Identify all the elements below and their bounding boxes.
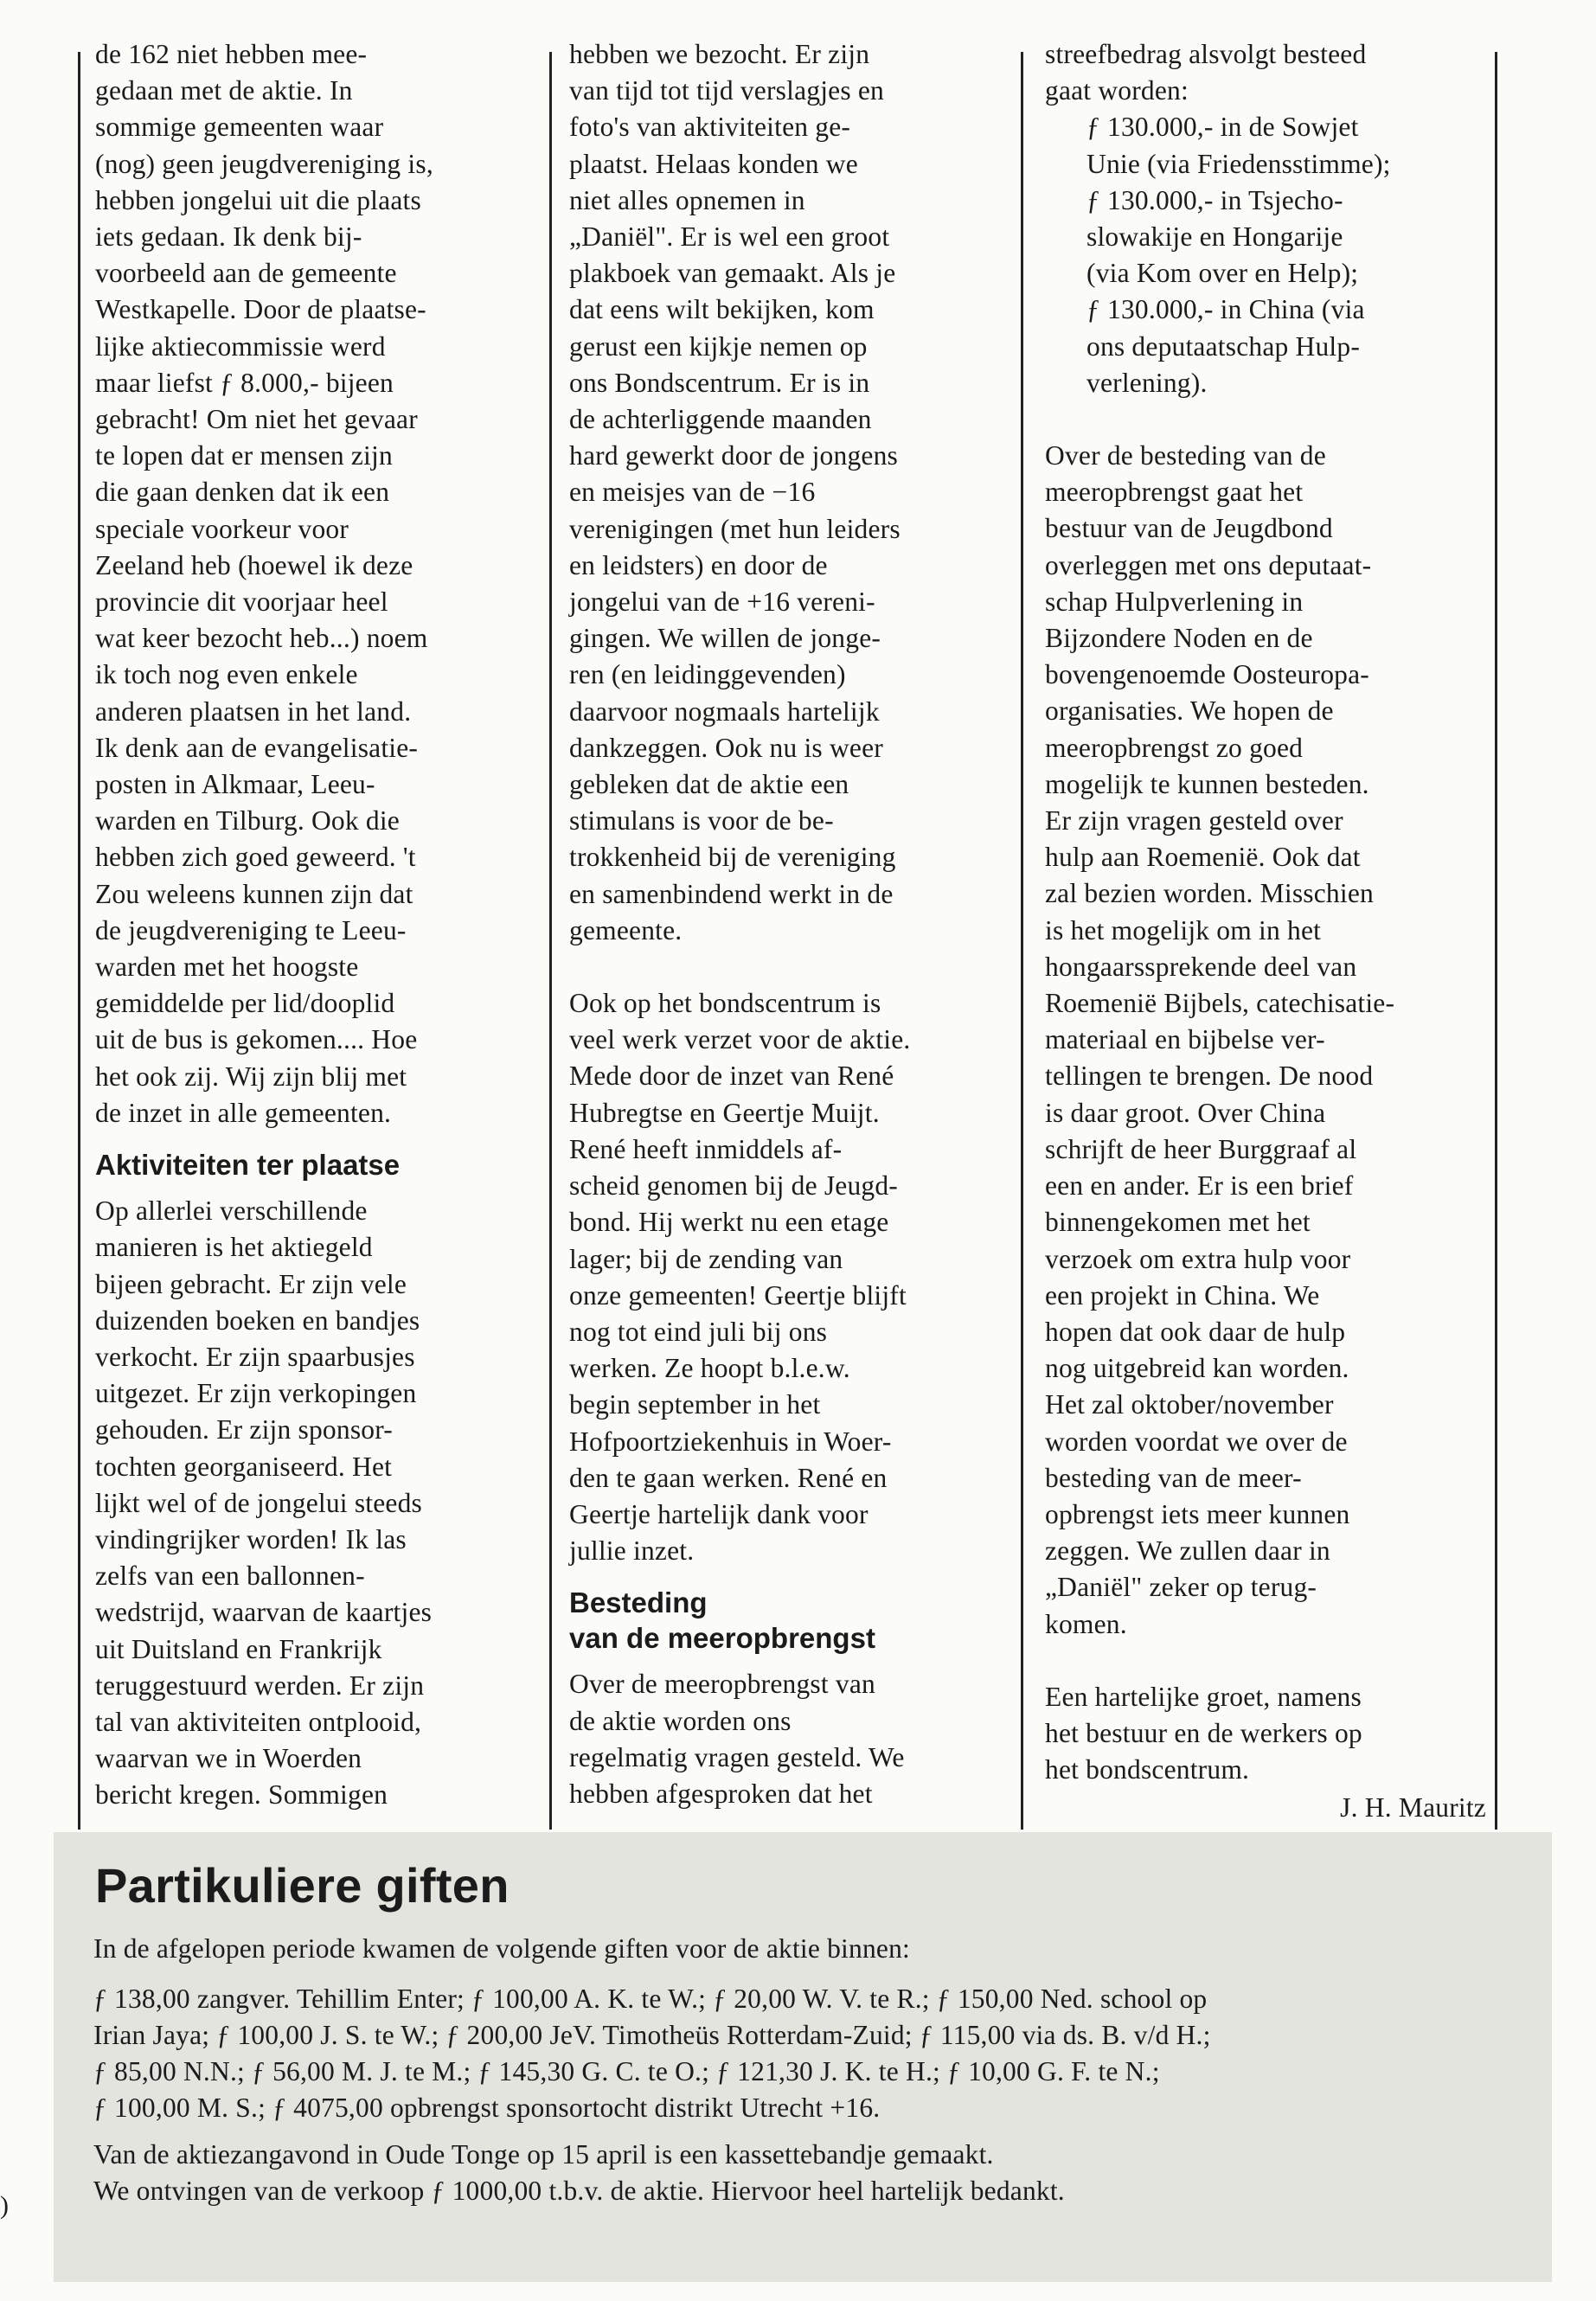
text-line: nog uitgebreid kan worden. [1045,1353,1349,1384]
text-line: dankzeggen. Ook nu is weer [569,732,883,763]
text-line: de 162 niet hebben mee- [95,39,368,69]
text-line: meeropbrengst gaat het [1045,477,1304,508]
text-line: „Daniël". Er is wel een groot [569,221,890,253]
text-line: werken. Ze hoopt b.l.e.w. [569,1353,850,1384]
text-line: bond. Hij werkt nu een etage [569,1207,889,1238]
text-line: gaat worden: [1045,75,1189,106]
column-1-paragraph-2 [95,1193,510,1813]
text-line: Hofpoortziekenhuis in Woer- [569,1426,892,1457]
column-rule-1 [78,52,80,1830]
text-line: gemeente. [569,914,683,945]
column-rule-2 [549,52,552,1830]
text-line: Ook op het bondscentrum is [569,988,881,1019]
text-line: is het mogelijk om in het [1045,914,1322,945]
text-line: wat keer bezocht heb...) noem [95,623,428,654]
text-line: Bijzondere Noden en de [1045,623,1313,654]
text-line: foto's van aktiviteiten ge- [569,112,851,143]
text-line: ons deputaatschap Hulp- [1086,330,1361,362]
text-line: worden voordat we over de [1045,1426,1348,1457]
text-line: bestuur van de Jeugdbond [1045,513,1333,544]
text-line: bericht kregen. Sommigen [95,1779,388,1811]
text-line: het ook zij. Wij zijn blij met [95,1061,407,1092]
text-line: Mede door de inzet van René [569,1061,894,1092]
text-line: (via Kom over en Help); [1086,258,1359,289]
text-line: teruggestuurd werden. Er zijn [95,1670,425,1701]
text-line: tellingen te brengen. De nood [1045,1061,1374,1092]
heading-line-1: Besteding [569,1586,708,1619]
text-line: den te gaan werken. René en [569,1462,888,1493]
text-line: voorbeeld aan de gemeente [95,258,397,289]
text-line: stimulans is voor de be- [569,805,834,836]
text-line: bovengenoemde Oosteuropa- [1045,659,1370,690]
text-line: Unie (via Friedensstimme); [1086,148,1391,179]
section-heading-besteding [569,1585,993,1656]
text-line: tochten georganiseerd. Het [95,1451,393,1482]
text-line: ren (en leidinggevenden) [569,659,846,690]
text-line: Op allerlei verschillende [95,1195,368,1227]
text-line: het bestuur en de werkers op [1045,1717,1362,1748]
text-line: waarvan we in Woerden [95,1743,362,1774]
text-line: veel werk verzet voor de aktie. [569,1024,911,1055]
column-1 [95,36,510,1814]
text-line: Roemenië Bijbels, catechisatie- [1045,988,1395,1019]
text-line: vindingrijker worden! Ik las [95,1523,407,1554]
text-line: Zou weleens kunnen zijn dat [95,878,413,909]
text-line: warden en Tilburg. Ook die [95,805,400,836]
text-line: gingen. We willen de jonge- [569,623,881,654]
text-line: We ontvingen van de verkoop ƒ 1000,00 t.b.v. de aktie. Hiervoor heel hartelijk bedankt. [93,2176,1065,2206]
text-line: hulp aan Roemenië. Ook dat [1045,842,1361,873]
text-line: zeggen. We zullen daar in [1045,1535,1330,1567]
text-line: Over de besteding van de [1045,440,1326,471]
text-line: streefbedrag alsvolgt besteed [1045,39,1367,69]
column-3-paragraph-2 [1045,438,1486,1643]
text-line: sommige gemeenten waar [95,112,384,143]
text-line: hebben we bezocht. Er zijn [569,39,870,69]
text-line: gebleken dat de aktie een [569,769,849,800]
text-line: Van de aktiezangavond in Oude Tonge op 15 april is een kassettebandje gemaakt. [93,2139,994,2170]
text-line: te lopen dat er mensen zijn [95,440,393,471]
column-2-paragraph-3 [569,1666,993,1812]
text-line: plaatst. Helaas konden we [569,148,858,179]
text-line: en leidsters) en door de [569,549,828,580]
text-line: Over de meeropbrengst van [569,1669,875,1700]
text-line: gerust een kijkje nemen op [569,330,868,362]
text-line: en samenbindend werkt in de [569,878,894,909]
text-line: de jeugdvereniging te Leeu- [95,914,407,945]
text-line: hebben afgesproken dat het [569,1778,873,1809]
column-3 [1045,36,1486,1827]
text-line: de inzet in alle gemeenten. [95,1097,392,1128]
gifts-title: Partikuliere giften [95,1858,510,1913]
text-line: schap Hulpverlening in [1045,586,1304,617]
text-line: duizenden boeken en bandjes [95,1304,420,1336]
text-line: manieren is het aktiegeld [95,1232,373,1263]
section-heading-aktiviteiten: Aktiviteiten ter plaatse [95,1149,401,1182]
text-line: warden met het hoogste [95,952,359,983]
text-line: een projekt in China. We [1045,1279,1320,1311]
text-line: maar liefst ƒ 8.000,- bijeen [95,367,394,398]
text-line: Er zijn vragen gesteld over [1045,805,1343,836]
text-line: niet alles opnemen in [569,184,805,215]
text-line: gehouden. Er zijn sponsor- [95,1414,393,1445]
text-line: materiaal en bijbelse ver- [1045,1024,1325,1055]
column-1-paragraph-1 [95,36,510,1131]
text-line: mogelijk te kunnen besteden. [1045,768,1369,799]
text-line: ƒ 85,00 N.N.; ƒ 56,00 M. J. te M.; ƒ 145,30 G. C. te O.; ƒ 121,30 J. K. te H.; ƒ 10,00 G. F. te N.; [93,2056,1160,2086]
text-line: René heeft inmiddels af- [569,1133,843,1164]
text-line: een en ander. Er is een brief [1045,1170,1354,1202]
text-line: komen. [1045,1608,1127,1639]
text-line: meeropbrengst zo goed [1045,732,1304,763]
column-3-paragraph-1 [1045,36,1486,109]
text-line: ƒ 138,00 zangver. Tehillim Enter; ƒ 100,00 A. K. te W.; ƒ 20,00 W. V. te R.; ƒ 150,00 Ned. school op [93,1984,1208,2014]
text-line: hebben zich goed geweerd. 't [95,842,416,873]
text-line: (nog) geen jeugdvereniging is, [95,148,433,179]
text-line: daarvoor nogmaals hartelijk [569,695,880,727]
text-line: de aktie worden ons [569,1705,792,1736]
text-line: anderen plaatsen in het land. [95,695,412,727]
text-line: Geertje hartelijk dank voor [569,1498,869,1529]
text-line: ƒ 130.000,- in Tsjecho- [1086,184,1343,215]
text-line: trokkenheid bij de vereniging [569,842,896,873]
text-line: verzoek om extra hulp voor [1045,1243,1351,1274]
text-line: hopen dat ook daar de hulp [1045,1316,1346,1347]
text-line: plakboek van gemaakt. Als je [569,258,896,289]
gifts-box [54,1832,1552,2282]
text-line: lijke aktiecommissie werd [95,330,386,362]
text-line: en meisjes van de −16 [569,477,816,508]
text-line: hard gewerkt door de jongens [569,440,898,471]
text-line: speciale voorkeur voor [95,513,349,544]
text-line: lijkt wel of de jongelui steeds [95,1487,423,1518]
text-line: lager; bij de zending van [569,1243,843,1274]
text-line: zal bezien worden. Misschien [1045,878,1374,909]
text-line: posten in Alkmaar, Leeu- [95,769,375,800]
text-line: schrijft de heer Burggraaf al [1045,1133,1357,1164]
text-line: hongaarssprekende deel van [1045,951,1357,982]
text-line: overleggen met ons deputaat- [1045,549,1372,580]
text-line: die gaan denken dat ik een [95,477,390,508]
text-line: gedaan met de aktie. In [95,75,353,106]
text-line: de achterliggende maanden [569,404,872,435]
text-line: tal van aktiviteiten ontplooid, [95,1706,422,1737]
text-line: Ik denk aan de evangelisatie- [95,732,419,763]
column-rule-3 [1021,52,1023,1830]
text-line: ik toch nog even enkele [95,659,358,690]
text-line: Zeeland heb (hoewel ik deze [95,549,413,580]
text-line: ƒ 100,00 M. S.; ƒ 4075,00 opbrengst sponsortocht distrikt Utrecht +16. [93,2093,881,2123]
column-rule-4 [1495,52,1497,1830]
text-line: Hubregtse en Geertje Muijt. [569,1097,880,1128]
text-line: uit de bus is gekomen.... Hoe [95,1024,418,1055]
text-line: jullie inzet. [569,1535,695,1567]
text-line: regelmatig vragen gesteld. We [569,1741,905,1772]
text-line: is daar groot. Over China [1045,1097,1326,1128]
text-line: bijeen gebracht. Er zijn vele [95,1268,407,1299]
allocation-list [1045,109,1486,401]
text-line: onze gemeenten! Geertje blijft [569,1279,907,1311]
gifts-intro-text: In de afgelopen periode kwamen de volgende giften voor de aktie binnen: [93,1933,910,1964]
text-line: iets gedaan. Ik denk bij- [95,221,362,253]
text-line: Een hartelijke groet, namens [1045,1681,1362,1712]
text-line: ons Bondscentrum. Er is in [569,367,870,398]
column-2-paragraph-2 [569,985,993,1569]
text-line: Westkapelle. Door de plaatse- [95,294,426,325]
text-line: organisaties. We hopen de [1045,695,1334,727]
text-line: uitgezet. Er zijn verkopingen [95,1378,417,1409]
margin-mark: ) [0,2191,9,2220]
text-line: gebracht! Om niet het gevaar [95,404,418,435]
text-line: van tijd tot tijd verslagjes en [569,75,885,106]
column-2 [569,36,993,1812]
text-line: dat eens wilt bekijken, kom [569,294,875,325]
text-line: Het zal oktober/november [1045,1389,1334,1420]
text-line: scheid genomen bij de Jeugd- [569,1170,899,1202]
text-line: besteding van de meer- [1045,1462,1302,1493]
text-line: het bondscentrum. [1045,1754,1250,1785]
text-line: jongelui van de +16 vereni- [569,586,875,618]
text-line: opbrengst iets meer kunnen [1045,1498,1350,1529]
text-line: wedstrijd, waarvan de kaartjes [95,1597,433,1628]
gifts-closing [93,2137,1529,2209]
text-line: begin september in het [569,1389,821,1420]
text-line: verenigingen (met hun leiders [569,513,901,544]
text-line: uit Duitsland en Frankrijk [95,1633,382,1664]
text-line: verlening). [1086,367,1208,398]
text-line: „Daniël" zeker op terug- [1045,1572,1317,1603]
text-line: zelfs van een ballonnen- [95,1561,365,1592]
column-2-paragraph-1 [569,36,993,949]
text-line: Irian Jaya; ƒ 100,00 J. S. te W.; ƒ 200,00 JeV. Timotheüs Rotterdam-Zuid; ƒ 115,00 via ds. B. v/d H.; [93,2020,1211,2050]
text-line: gemiddelde per lid/dooplid [95,988,395,1019]
text-line: ƒ 130.000,- in de Sowjet [1086,112,1359,143]
text-line: hebben jongelui uit die plaats [95,184,421,215]
text-line: binnengekomen met het [1045,1207,1311,1238]
text-line: verkocht. Er zijn spaarbusjes [95,1341,415,1372]
gifts-intro [93,1931,1529,1967]
text-line: slowakije en Hongarije [1086,221,1343,253]
signature: J. H. Mauritz [1340,1792,1486,1823]
text-line: nog tot eind juli bij ons [569,1316,828,1347]
gifts-list [93,1981,1529,2126]
heading-line-2: van de meeropbrengst [569,1622,875,1655]
column-3-paragraph-3 [1045,1679,1486,1789]
text-line: provincie dit voorjaar heel [95,586,388,618]
text-line: ƒ 130.000,- in China (via [1086,294,1365,325]
